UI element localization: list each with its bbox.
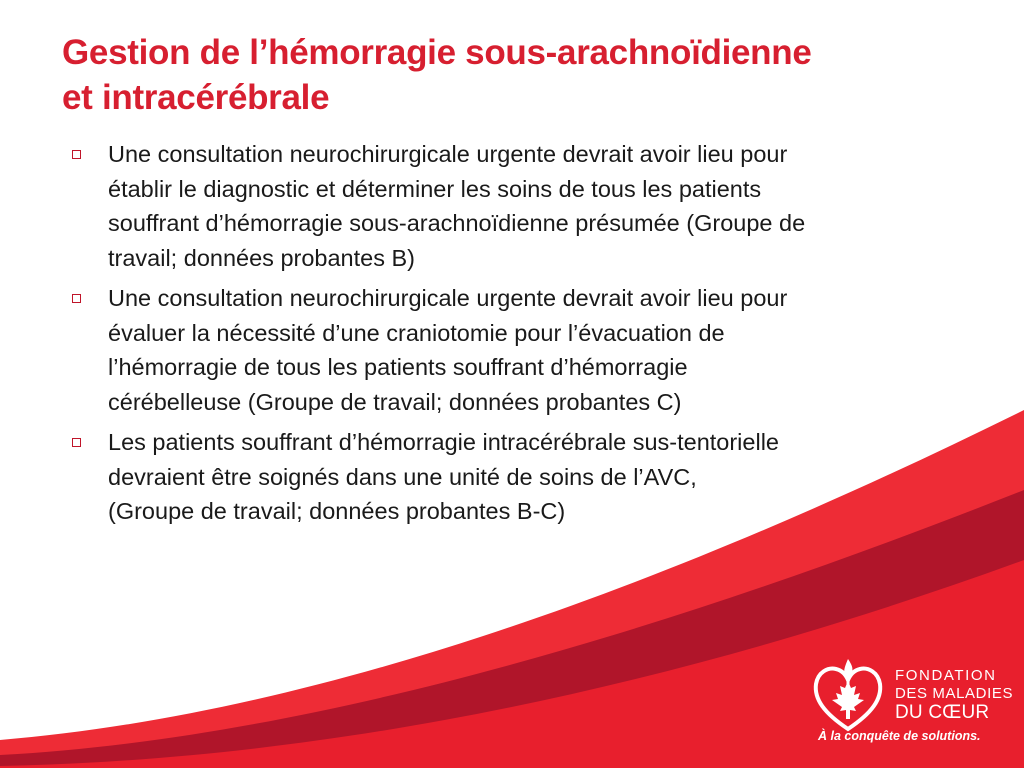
title-line: et intracérébrale	[62, 78, 330, 117]
heart-torch-icon	[812, 657, 884, 737]
bullet-line: établir le diagnostic et déterminer les soins de tous les patients	[108, 175, 762, 202]
logo-text-line: DU CŒUR	[895, 702, 990, 723]
bullet-line: (Groupe de travail; données probantes B-C)	[108, 498, 566, 524]
bullet-item	[72, 425, 952, 529]
bullet-line: cérébelleuse (Groupe de travail; données probantes C)	[108, 388, 682, 415]
bullet-line: Une consultation neurochirurgicale urgente devrait avoir lieu pour	[108, 285, 788, 311]
logo-tagline: À la conquête de solutions.	[818, 729, 981, 743]
bullet-line: Les patients souffrant d’hémorragie intracérébrale sus-tentorielle	[108, 429, 779, 455]
bullet-text	[108, 281, 952, 419]
logo-text-line: DES MALADIES	[895, 685, 1014, 702]
title-line: Gestion de l’hémorragie sous-arachnoïdienne	[62, 33, 812, 72]
torch-handle	[847, 676, 850, 686]
hollow-square-bullet-icon	[72, 438, 81, 447]
maple-leaf	[832, 681, 864, 719]
bullet-line: souffrant d’hémorragie sous-arachnoïdienne présumée (Groupe de	[108, 210, 806, 236]
bullet-item	[72, 137, 952, 275]
bullet-text	[108, 425, 952, 529]
hollow-square-bullet-icon	[72, 294, 81, 303]
bullet-item	[72, 281, 952, 419]
bullet-list	[72, 137, 952, 535]
foundation-logo	[812, 657, 1012, 752]
bullet-line: Une consultation neurochirurgicale urgente devrait avoir lieu pour	[108, 141, 788, 167]
slide-title	[62, 30, 1002, 120]
bullet-line: évaluer la nécessité d’une craniotomie pour l’évacuation de	[108, 319, 725, 346]
bullet-line: travail; données probantes B)	[108, 244, 415, 271]
torch-flame	[844, 659, 852, 677]
bullet-line: l’hémorragie de tous les patients souffrant d’hémorragie	[108, 354, 688, 380]
bullet-line: devraient être soignés dans une unité de soins de l’AVC,	[108, 463, 697, 490]
logo-text-line: FONDATION	[895, 667, 997, 684]
hollow-square-bullet-icon	[72, 150, 81, 159]
bullet-text	[108, 137, 952, 275]
